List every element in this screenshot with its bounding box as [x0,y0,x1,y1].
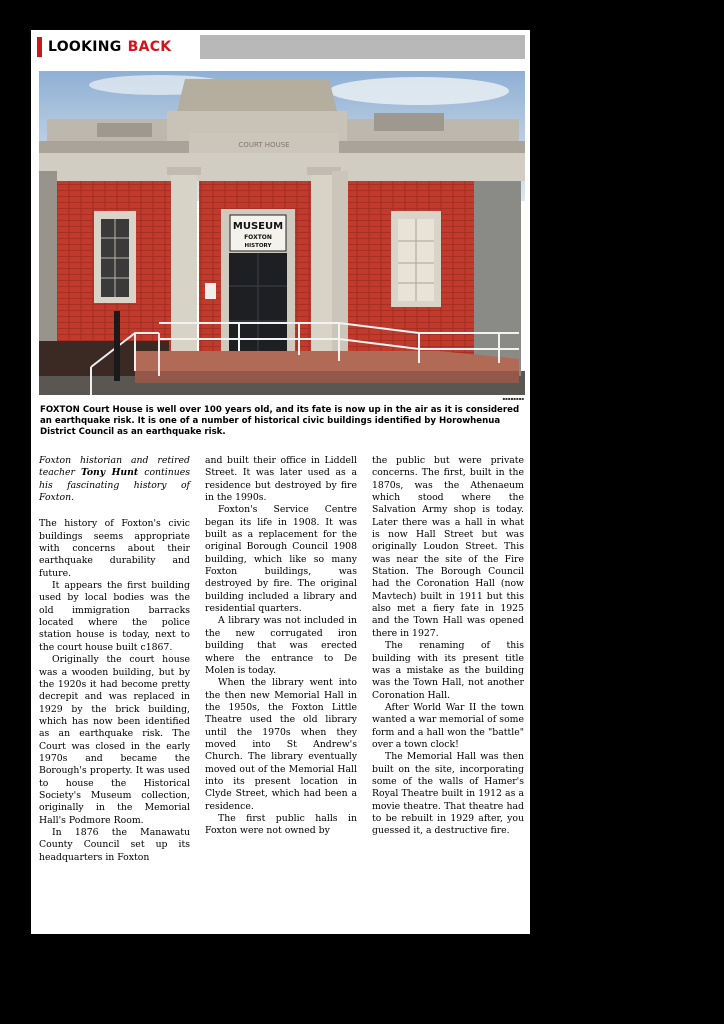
paragraph: A library was not included in the new corrugated iron building that was erected where the entrance to De Molen is today. [205,615,357,676]
standfirst-lead: Foxton historian and retired teacher [39,455,190,479]
sign-history-text: HISTORY [244,243,272,249]
section-title-word1: LOOKING [48,39,122,55]
header-accent-bar [37,37,42,57]
paragraph: It appears the first building used by local bodies was the old immigration barracks located where the police station house is today, next to the court house built c1867. [39,580,190,653]
sign-foxton-text: FOXTON [244,234,272,241]
paragraph: The Memorial Hall was then built on the site, incorporating some of the walls of Hamer's Royal Theatre built in 1912 as a movie theatre. That theatre had to be rebuilt in 1929 after, you guessed it, a destructive fire. [372,751,524,837]
paragraph: The renaming of this building with its present title was a mistake as the building was the Town Hall, not another Coronation Hall. [372,640,524,701]
photo-caption: FOXTON Court House is well over 100 years old, and its fate is now up in the air as it is considered an earthquake risk. It is one of a number of historical civic buildings identified by Horowhenua District Council as an earthquake risk. [40,405,520,438]
facade-lettering: COURT HOUSE [238,141,290,149]
paragraph: The history of Foxton's civic buildings seems appropriate with concerns about their earthquake durability and future. [39,518,190,579]
article-column-2 [205,455,357,838]
author-name: Tony Hunt [81,467,139,479]
sign-museum-text: MUSEUM [232,221,284,232]
section-header [37,35,525,59]
paragraph: Originally the court house was a wooden building, but by the 1920s it had become pretty decrepit and was replaced in 1929 by the brick building, which has now been identified as an earthquake risk. The Court was closed in the early 1970s and became the Borough's property. It was used to house the Historical Society's Museum collection, originally in the Memorial Hall's Podmore Room. [39,654,190,826]
paragraph: Foxton's Service Centre began its life in 1908. It was built as a replacement for the original Borough Council 1908 building, which like so many Foxton buildings, was destroyed by fire. The original building included a library and residential quarters. [205,504,357,615]
article-column-1 [39,455,190,864]
paragraph: When the library went into the then new Memorial Hall in the 1950s, the Foxton Little Theatre used the old library until the 1970s when they moved into St Andrew's Church. The library eventually moved out of the Memorial Hall into its present location in Clyde Street, which had been a residence. [205,677,357,812]
paragraph: After World War II the town wanted a war memorial of some form and a hall won the "battle" over a town clock! [372,701,524,750]
section-title-word2: BACK [127,39,172,55]
standfirst [39,455,190,504]
section-title [48,38,171,56]
paragraph: the public but were private concerns. The first, built in the 1870s, was the Athenaeum which stood where the Salvation Army shop is today. Later there was a hall in what is now Hall Street but was originally Loudon Street. This was near the site of the Fire Station. The Borough Council had the Coronation Hall (now Mavtech) built in 1911 but this also met a fiery fate in 1925 and the Town Hall was opened there in 1927. [372,455,524,639]
court-house-photo [39,71,525,395]
paragraph: and built their office in Liddell Street. It was later used as a residence but destroyed by fire in the 1990s. [205,455,357,504]
paragraph: In 1876 the Manawatu County Council set up its headquarters in Foxton [39,826,190,863]
header-grey-bar [200,35,525,59]
photo-credit: ▪▪▪▪▪▪▪▪ [502,396,524,401]
article-column-3 [372,455,524,838]
standfirst-tail: continues his fascinating history of Foxton. [39,467,190,504]
paragraph: The first public halls in Foxton were not owned by [205,812,357,837]
newspaper-page [31,30,530,934]
